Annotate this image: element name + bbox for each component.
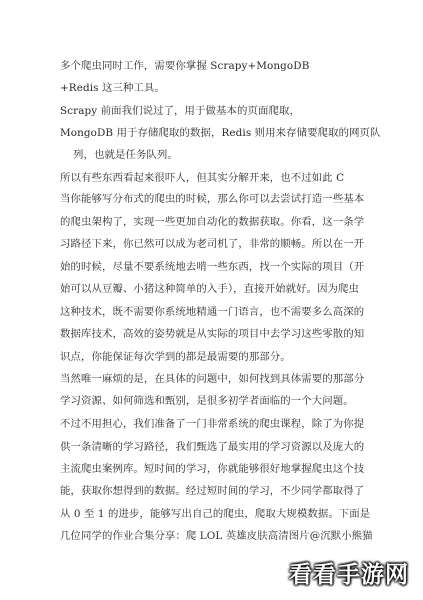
text-line: 多个爬虫同时工作，需要你掌握 Scrapy+MongoDB <box>60 60 310 72</box>
text-line: +Redis 这三种工具。 <box>60 82 165 94</box>
text-line: 供一条清晰的学习路径，我们甄选了最实用的学习资源以及庞大的 <box>60 441 365 453</box>
text-line: MongoDB 用于存储爬取的数据，Redis 则用来存储要爬取的网页队 <box>60 127 381 139</box>
text-line: 始可以从豆瓣、小猪这种简单的入手），直接开始就好。因为爬虫 <box>60 283 360 295</box>
text-line: 当然唯一麻烦的是，在具体的问题中，如何找到具体需要的那部分 <box>60 373 365 385</box>
text-line: 识点，你能保证每次学到的都是最需要的那部分。 <box>60 351 291 363</box>
text-line: 列，也就是任务队列。 <box>73 149 178 161</box>
text-line: 几位同学的作业合集分享：爬 LOL 英雄皮肤高清图片@沉默小熊猫 <box>60 530 373 542</box>
text-line: 主流爬虫案例库。短时间的学习，你就能够很好地掌握爬虫这个技 <box>60 463 365 475</box>
text-line: 学习资源、如何筛选和甄别，是很多初学者面临的一个大问题。 <box>60 395 354 407</box>
text-line: 从 0 至 1 的进步，能够写出自己的爬虫，爬取大规模数据。下面是 <box>60 508 371 520</box>
text-line: 当你能够写分布式的爬虫的时候，那么你可以去尝试打造一些基本 <box>60 193 365 205</box>
text-line: Scrapy 前面我们说过了，用于做基本的页面爬取， <box>60 105 300 117</box>
text-line: 能，获取你想得到的数据。经过短时间的学习，不少同学都取得了 <box>60 485 365 497</box>
text-line: 的爬虫架构了，实现一些更加自动化的数据获取。你看，这一条学 <box>60 216 365 228</box>
text-line: 所以有些东西看起来很吓人，但其实分解开来，也不过如此 C <box>60 172 345 184</box>
text-line: 数据库技术，高效的姿势就是从实际的项目中去学习这些零散的知 <box>60 328 365 340</box>
watermark-logo: 看看手游网 <box>289 562 409 588</box>
text-line: 这种技术，既不需要你系统地精通一门语言，也不需要多么高深的 <box>60 306 365 318</box>
text-line: 始的时候，尽量不要系统地去啃一些东西，找一个实际的项目（开 <box>60 261 365 273</box>
text-line: 习路径下来，你已然可以成为老司机了，非常的顺畅。所以在一开 <box>60 238 365 250</box>
text-line: 不过不用担心，我们准备了一门非常系统的爬虫课程，除了为你提 <box>60 418 365 430</box>
